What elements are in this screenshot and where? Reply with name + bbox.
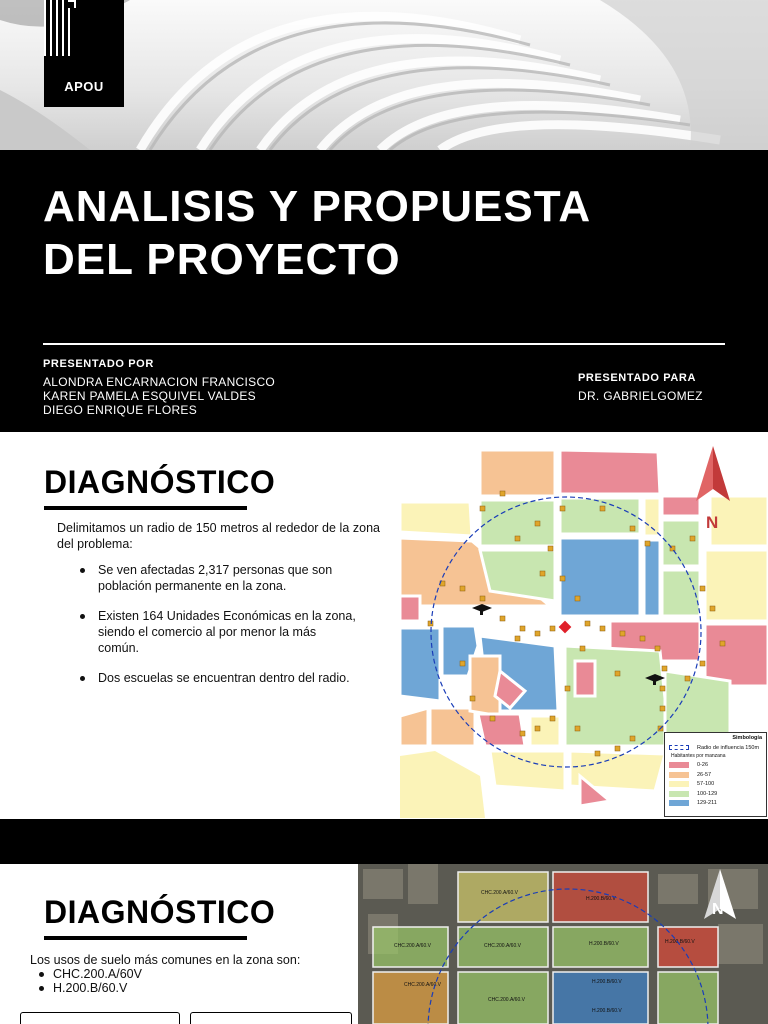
legend-swatch xyxy=(669,762,689,768)
zone-label: H.200.B/60.V xyxy=(665,939,695,945)
presented-for-block xyxy=(578,372,703,403)
legend-label: 57-100 xyxy=(697,781,715,788)
cover-section xyxy=(0,150,768,432)
list-item xyxy=(37,967,142,981)
legend-row xyxy=(669,770,762,780)
intro-text: Delimitamos un radio de 150 metros al rededor de la zona del problema: xyxy=(57,521,380,551)
diagnostic-slide-2 xyxy=(0,864,768,1024)
slide-title: DIAGNÓSTICO xyxy=(44,894,276,930)
map-legend xyxy=(664,732,767,817)
bullet-icon xyxy=(39,972,44,977)
legend-label: 129-211 xyxy=(697,800,717,807)
zone-label: CHC.200.A/60.V xyxy=(394,943,431,949)
list-item xyxy=(37,981,142,995)
legend-swatch xyxy=(669,781,689,787)
bullet-icon xyxy=(80,614,85,619)
legend-swatch xyxy=(669,791,689,797)
zone-label: H.200.B/60.V xyxy=(592,979,622,985)
cover-title-line-1: ANALISIS Y PROPUESTA xyxy=(43,182,592,231)
logo-columns-icon xyxy=(44,0,80,58)
legend-row xyxy=(669,799,762,809)
list-item-text: CHC.200.A/60V xyxy=(53,967,142,981)
presented-for-label: PRESENTADO PARA xyxy=(578,372,696,384)
cover-hero-image xyxy=(0,0,768,150)
land-use-card xyxy=(190,1012,352,1024)
zone-label: CHC.200.A/60.V xyxy=(481,890,518,896)
legend-row xyxy=(669,743,762,753)
legend-row xyxy=(669,780,762,790)
cover-title-line-2: DEL PROYECTO xyxy=(43,235,401,284)
legend-row xyxy=(669,789,762,799)
bullet-icon xyxy=(39,986,44,991)
land-use-list xyxy=(37,967,142,995)
zone-label: H.200.B/60.V xyxy=(592,1008,622,1014)
problem-location-marker xyxy=(558,620,572,634)
list-item-text: Dos escuelas se encuentran dentro del radio. xyxy=(98,671,350,685)
list-item xyxy=(78,670,358,686)
list-item-text: Se ven afectadas 2,317 personas que son población permanente en la zona. xyxy=(98,563,333,593)
zone-label: CHC.200.A/60.V xyxy=(488,997,525,1003)
legend-label: 0-26 xyxy=(697,762,709,769)
legend-radius-swatch xyxy=(669,745,689,750)
zone-label: H.200.B/60.V xyxy=(589,941,619,947)
diagnostic-slide-1 xyxy=(0,432,768,819)
list-item xyxy=(78,562,358,594)
legend-label: 100-129 xyxy=(697,790,718,797)
north-label: N xyxy=(706,513,719,532)
presented-by-block xyxy=(43,358,275,417)
cover-divider xyxy=(43,343,725,345)
bullet-icon xyxy=(80,568,85,573)
presenter-name: KAREN PAMELA ESQUIVEL VALDES xyxy=(43,389,256,403)
logo-text: APOU xyxy=(64,79,104,94)
findings-list xyxy=(78,562,358,700)
land-use-satellite-map xyxy=(358,864,768,1024)
bullet-icon xyxy=(80,676,85,681)
slide-title: DIAGNÓSTICO xyxy=(44,464,276,500)
zone-label: CHC.200.A/60.V xyxy=(404,982,441,988)
legend-title: Simbología xyxy=(732,735,762,741)
title-underline xyxy=(44,936,247,940)
list-item-text: H.200.B/60.V xyxy=(53,981,128,995)
title-underline xyxy=(44,506,247,510)
legend-label: 26-57 xyxy=(697,771,712,778)
presenter-name: DIEGO ENRIQUE FLORES xyxy=(43,403,198,417)
intro-text: Los usos de suelo más comunes en la zona son: xyxy=(30,953,301,967)
legend-swatch xyxy=(669,800,689,806)
land-use-card xyxy=(20,1012,180,1024)
legend-swatch xyxy=(669,772,689,778)
north-label: N xyxy=(712,901,724,918)
presented-for-name: DR. GABRIELGOMEZ xyxy=(578,389,703,403)
list-item xyxy=(78,608,358,656)
legend-label: Radio de influencia 150m xyxy=(697,744,760,751)
apou-logo xyxy=(44,0,124,107)
zone-label: CHC.200.A/60.V xyxy=(484,943,521,949)
slide-separator xyxy=(0,819,768,864)
presenter-name: ALONDRA ENCARNACION FRANCISCO xyxy=(43,375,276,389)
presented-by-label: PRESENTADO POR xyxy=(43,358,154,370)
legend-row xyxy=(669,761,762,771)
list-item-text: Existen 164 Unidades Económicas en la zona, siendo el comercio al por menor la más común. xyxy=(98,609,356,655)
cover-title xyxy=(43,180,743,286)
legend-subtitle: Habitantes por manzana xyxy=(671,752,726,759)
zone-label: H.200.B/60.V xyxy=(586,896,616,902)
